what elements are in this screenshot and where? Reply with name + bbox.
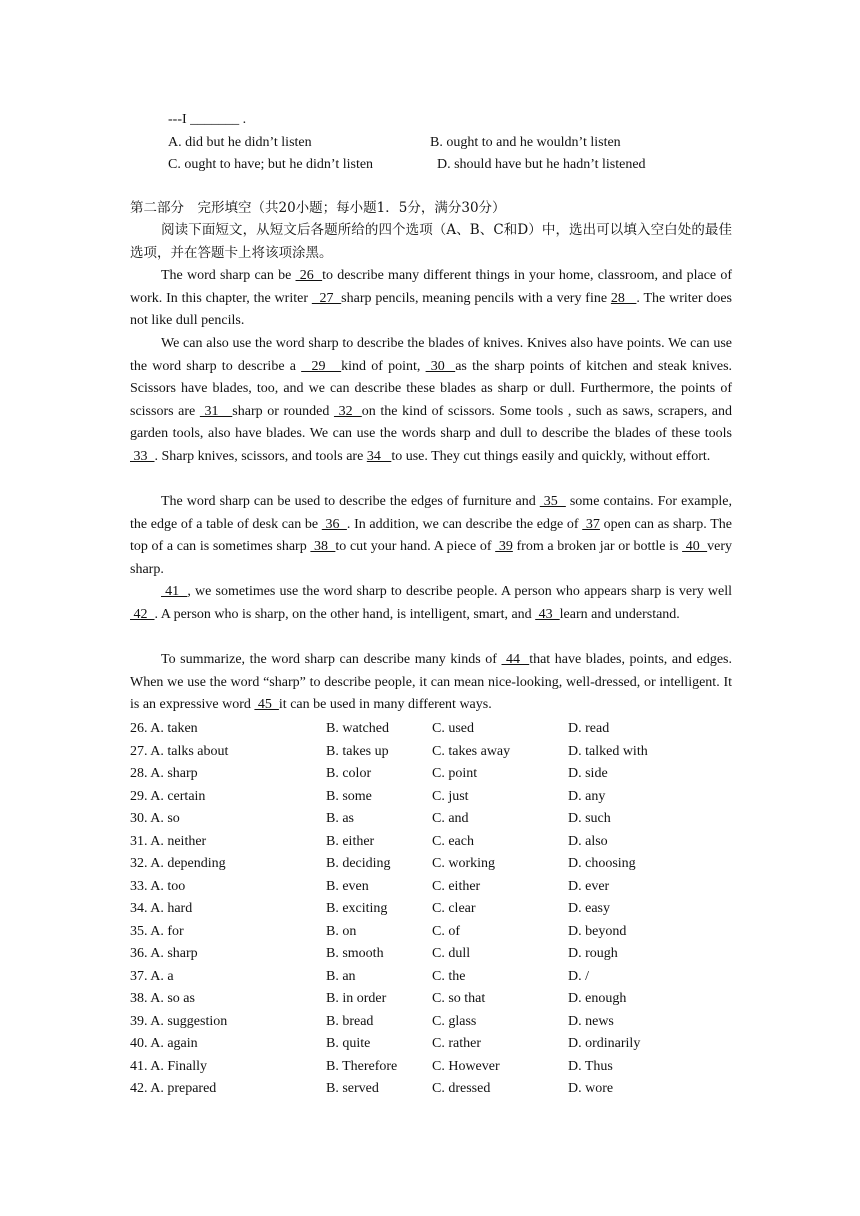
question-option-b: B. color bbox=[326, 766, 372, 781]
question-option-c: C. just bbox=[432, 788, 469, 804]
question-option-d: D. easy bbox=[568, 901, 610, 916]
blank: 32 bbox=[333, 403, 362, 419]
question-option-b: B. as bbox=[326, 811, 354, 826]
blank: 34 bbox=[366, 448, 392, 464]
question-option-c: C. dressed bbox=[432, 1081, 491, 1096]
question-option-d: D. talked with bbox=[568, 743, 648, 759]
passage-text: very sharp. bbox=[130, 539, 733, 577]
question-option-a: 42. A. prepared bbox=[130, 1081, 217, 1096]
passage-paragraph-5 bbox=[130, 649, 732, 717]
passage-text: it can be used in many different ways. bbox=[278, 697, 492, 713]
question-option-b: B. in order bbox=[326, 991, 387, 1006]
blank: 29 bbox=[301, 358, 342, 374]
question-option-d: D. choosing bbox=[568, 856, 636, 871]
instruction-text: 阅读下面短文，从短文后各题所给的四个选项（A、B、C和D）中，选出可以填入空白处的最佳选项，并在答题卡上将该项涂黑。 bbox=[130, 222, 732, 261]
blank: 37 bbox=[582, 516, 600, 532]
passage-paragraph-4 bbox=[130, 581, 732, 626]
question-option-c: C. and bbox=[432, 811, 469, 826]
question-option-a: 34. A. hard bbox=[130, 901, 193, 916]
passage-text: . The writer does not like dull pencils. bbox=[130, 290, 733, 329]
question-option-c: C. dull bbox=[432, 946, 471, 961]
blank: 45 bbox=[254, 697, 279, 713]
passage-text: sharp or rounded bbox=[232, 403, 334, 419]
question-option-a: 41. A. Finally bbox=[130, 1058, 208, 1074]
question-option-d: D. news bbox=[568, 1013, 614, 1029]
question-option-a: 36. A. sharp bbox=[130, 946, 198, 961]
question-option-b: B. an bbox=[326, 968, 356, 984]
question-option-c: C. rather bbox=[432, 1036, 481, 1051]
passage-text: . Sharp knives, scissors, and tools are bbox=[154, 448, 367, 464]
blank: 30 bbox=[425, 358, 456, 374]
question-option-a: 31. A. neither bbox=[130, 833, 207, 849]
passage-paragraph-2 bbox=[130, 333, 732, 469]
passage-text: The word sharp can be used to describe the edges of furniture and bbox=[161, 494, 540, 509]
passage-text: to use. They cut things easily and quickly, without effort. bbox=[391, 448, 711, 464]
blank: 39 bbox=[495, 539, 513, 555]
question-option-b: B. smooth bbox=[326, 946, 384, 961]
question-option-a: 27. A. talks about bbox=[130, 743, 229, 759]
question-option-c: C. working bbox=[432, 856, 495, 871]
q25-option-a: A. did but he didn’t listen bbox=[168, 135, 312, 150]
blank: 44 bbox=[501, 652, 530, 667]
blank: 43 bbox=[535, 606, 560, 622]
question-option-a: 28. A. sharp bbox=[130, 766, 198, 781]
q25-option-b: B. ought to and he wouldn’t listen bbox=[430, 135, 621, 150]
question-option-d: D. also bbox=[568, 833, 608, 849]
passage-text: to cut your hand. A piece of bbox=[335, 539, 496, 555]
blank: 35 bbox=[539, 494, 566, 509]
passage-text: The word sharp can be bbox=[161, 268, 296, 283]
question-option-d: D. ordinarily bbox=[568, 1036, 641, 1051]
question-option-d: D. side bbox=[568, 766, 608, 781]
question-option-d: D. Thus bbox=[568, 1058, 613, 1074]
question-option-a: 40. A. again bbox=[130, 1036, 198, 1051]
question-option-a: 32. A. depending bbox=[130, 856, 226, 871]
question-option-b: B. on bbox=[326, 923, 357, 939]
passage-text: from a broken jar or bottle is bbox=[512, 539, 683, 555]
question-option-b: B. exciting bbox=[326, 901, 388, 916]
q25-option-c: C. ought to have; but he didn’t listen bbox=[168, 157, 374, 172]
question-option-b: B. quite bbox=[326, 1036, 371, 1051]
q25-answer-line: ---I _______ . bbox=[168, 112, 247, 127]
passage-text: To summarize, the word sharp can describe many kinds of bbox=[161, 652, 502, 667]
passage-text: . In addition, we can describe the edge of bbox=[346, 516, 583, 532]
question-option-c: C. either bbox=[432, 878, 481, 894]
question-option-c: C. clear bbox=[432, 901, 476, 916]
question-option-d: D. rough bbox=[568, 946, 618, 961]
passage-text: learn and understand. bbox=[559, 606, 680, 622]
passage-text: sharp pencils, meaning pencils with a very fine bbox=[341, 290, 611, 306]
question-option-a: 37. A. a bbox=[130, 968, 174, 984]
blank: 36 bbox=[321, 516, 347, 532]
question-option-b: B. bread bbox=[326, 1013, 374, 1029]
blank: 41 bbox=[161, 584, 188, 599]
passage-paragraph-1 bbox=[130, 265, 732, 333]
question-option-b: B. some bbox=[326, 788, 372, 804]
question-option-b: B. deciding bbox=[326, 856, 391, 871]
question-option-c: C. However bbox=[432, 1058, 500, 1074]
question-option-c: C. glass bbox=[432, 1013, 477, 1029]
question-option-c: C. point bbox=[432, 766, 478, 781]
question-option-b: B. Therefore bbox=[326, 1058, 398, 1074]
question-option-a: 30. A. so bbox=[130, 811, 180, 826]
question-option-b: B. even bbox=[326, 878, 369, 894]
question-option-a: 29. A. certain bbox=[130, 788, 206, 804]
passage-text: open can as sharp. The top of a can is sometimes sharp bbox=[130, 516, 733, 555]
question-option-c: C. takes away bbox=[432, 743, 511, 759]
passage-text: to describe many different things in your home, classroom, and place of work. In this chapter, the writer bbox=[130, 268, 732, 306]
question-option-b: B. either bbox=[326, 833, 375, 849]
question-option-b: B. takes up bbox=[326, 743, 389, 759]
question-option-a: 35. A. for bbox=[130, 923, 184, 939]
blank: 27 bbox=[311, 290, 342, 306]
passage-text: We can also use the word sharp to describe the blades of knives. Knives also have points. We can use the word sharp to describe a bbox=[130, 336, 732, 374]
question-option-c: C. the bbox=[432, 968, 466, 984]
blank: 31 bbox=[199, 403, 233, 419]
passage-text: kind of point, bbox=[341, 358, 426, 374]
question-option-d: D. wore bbox=[568, 1081, 614, 1096]
question-option-b: B. served bbox=[326, 1081, 379, 1096]
blank: 40 bbox=[682, 539, 708, 555]
passage-text: on the kind of scissors. Some tools , such as saws, scrapers, and garden tools, also have blades. We can use the words sharp and dull to describe the blades of these tools bbox=[130, 403, 733, 442]
question-option-d: D. ever bbox=[568, 878, 610, 894]
passage-text: as the sharp points of kitchen and steak knives. Scissors have blades, too, and we can describe these blades as sharp or dull. Furthermore, the points of scissors are bbox=[130, 358, 733, 419]
question-option-d: D. read bbox=[568, 721, 610, 736]
question-option-c: C. each bbox=[432, 833, 474, 849]
question-option-c: C. of bbox=[432, 923, 460, 939]
question-option-d: D. / bbox=[568, 968, 589, 984]
passage-text: that have blades, points, and edges. When we use the word “sharp” to describe people, it can mean nice-looking, well-dressed, or intelligent. It is an expressive word bbox=[130, 652, 732, 713]
blank: 33 bbox=[130, 448, 155, 464]
passage-text: , we sometimes use the word sharp to describe people. A person who appears sharp is very well bbox=[187, 584, 733, 599]
passage-paragraph-3 bbox=[130, 491, 732, 581]
blank: 28 bbox=[610, 290, 637, 306]
question-option-d: D. such bbox=[568, 811, 611, 826]
blank: 42 bbox=[130, 606, 155, 622]
blank: 38 bbox=[310, 539, 336, 555]
question-option-c: C. used bbox=[432, 721, 474, 736]
question-option-d: D. beyond bbox=[568, 923, 627, 939]
question-option-a: 26. A. taken bbox=[130, 721, 198, 736]
section-instruction bbox=[130, 219, 732, 265]
blank: 26 bbox=[295, 268, 323, 283]
question-option-d: D. any bbox=[568, 788, 606, 804]
section-heading: 第二部分 完形填空（共20小题；每小题1．5分，满分30分） bbox=[130, 200, 506, 216]
q25-option-d: D. should have but he hadn’t listened bbox=[437, 157, 646, 172]
question-option-a: 39. A. suggestion bbox=[130, 1013, 228, 1029]
question-option-d: D. enough bbox=[568, 991, 627, 1006]
passage-text: some contains. For example, the edge of a table of desk can be bbox=[130, 494, 732, 532]
question-option-a: 38. A. so as bbox=[130, 991, 195, 1006]
question-option-a: 33. A. too bbox=[130, 878, 186, 894]
question-option-b: B. watched bbox=[326, 721, 389, 736]
passage-text: . A person who is sharp, on the other hand, is intelligent, smart, and bbox=[154, 606, 536, 622]
question-option-c: C. so that bbox=[432, 991, 486, 1006]
